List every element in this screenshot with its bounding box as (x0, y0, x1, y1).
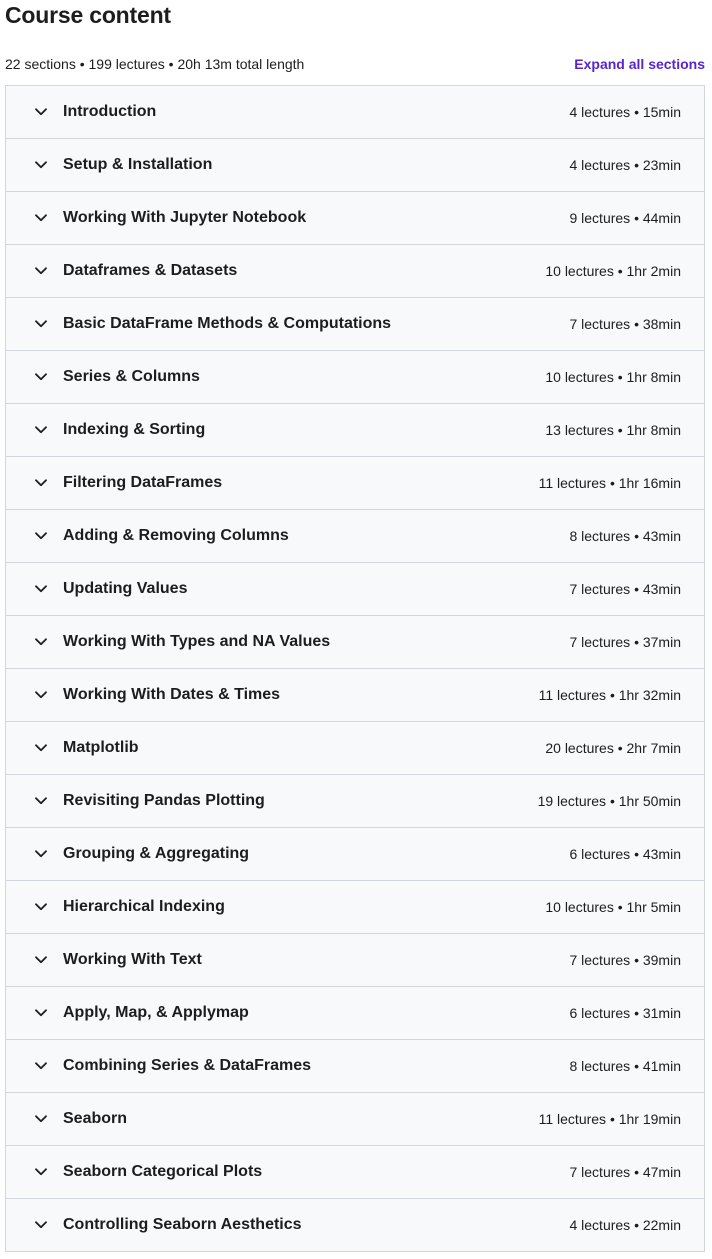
section-meta: 7 lectures • 47min (569, 1164, 681, 1180)
chevron-down-icon (34, 847, 48, 861)
section-meta: 20 lectures • 2hr 7min (545, 740, 681, 756)
section-title: Indexing & Sorting (63, 421, 206, 438)
section-meta: 9 lectures • 44min (569, 210, 681, 226)
section-title: Revisiting Pandas Plotting (63, 792, 265, 809)
chevron-down-icon (34, 794, 48, 808)
course-summary: 22 sections • 199 lectures • 20h 13m total length (5, 56, 305, 72)
section-meta: 13 lectures • 1hr 8min (545, 422, 681, 438)
chevron-down-icon (34, 211, 48, 225)
section-title: Hierarchical Indexing (63, 898, 225, 915)
section-title: Series & Columns (63, 368, 200, 385)
section-title: Combining Series & DataFrames (63, 1057, 312, 1074)
section-header[interactable] (6, 1040, 704, 1093)
section-title: Apply, Map, & Applymap (63, 1004, 249, 1021)
section-title: Working With Types and NA Values (63, 633, 331, 650)
chevron-down-icon (34, 317, 48, 331)
section-title: Working With Dates & Times (63, 686, 281, 703)
section-title: Working With Jupyter Notebook (63, 209, 307, 226)
chevron-down-icon (34, 105, 48, 119)
section-meta: 10 lectures • 1hr 2min (545, 263, 681, 279)
course-summary-row (5, 54, 705, 74)
chevron-down-icon (34, 582, 48, 596)
section-meta: 11 lectures • 1hr 16min (538, 475, 681, 491)
section-header[interactable] (6, 457, 704, 510)
section-title: Adding & Removing Columns (63, 527, 289, 544)
section-header[interactable] (6, 828, 704, 881)
section-meta: 4 lectures • 23min (569, 157, 681, 173)
chevron-down-icon (34, 900, 48, 914)
section-title: Filtering DataFrames (63, 474, 223, 491)
section-header[interactable] (6, 563, 704, 616)
section-header[interactable] (6, 987, 704, 1040)
section-header[interactable] (6, 86, 704, 139)
section-title: Matplotlib (63, 739, 139, 756)
section-meta: 10 lectures • 1hr 5min (545, 899, 681, 915)
section-meta: 7 lectures • 43min (569, 581, 681, 597)
section-meta: 11 lectures • 1hr 19min (538, 1111, 681, 1127)
section-title: Setup & Installation (63, 156, 213, 173)
section-title: Updating Values (63, 580, 188, 597)
section-header[interactable] (6, 245, 704, 298)
chevron-down-icon (34, 1165, 48, 1179)
page-title: Course content (5, 2, 171, 28)
section-title: Controlling Seaborn Aesthetics (63, 1216, 302, 1233)
sections-accordion (5, 85, 705, 1252)
section-header[interactable] (6, 934, 704, 987)
section-title: Working With Text (63, 951, 202, 968)
chevron-down-icon (34, 1006, 48, 1020)
section-header[interactable] (6, 351, 704, 404)
section-header[interactable] (6, 1093, 704, 1146)
section-header[interactable] (6, 669, 704, 722)
section-header[interactable] (6, 139, 704, 192)
chevron-down-icon (34, 476, 48, 490)
section-meta: 7 lectures • 39min (569, 952, 681, 968)
chevron-down-icon (34, 1112, 48, 1126)
chevron-down-icon (34, 741, 48, 755)
chevron-down-icon (34, 1218, 48, 1232)
section-title: Seaborn Categorical Plots (63, 1163, 263, 1180)
section-title: Dataframes & Datasets (63, 262, 238, 279)
section-header[interactable] (6, 616, 704, 669)
section-title: Introduction (63, 103, 157, 120)
section-meta: 4 lectures • 22min (569, 1217, 681, 1233)
section-meta: 7 lectures • 38min (569, 316, 681, 332)
chevron-down-icon (34, 529, 48, 543)
section-header[interactable] (6, 298, 704, 351)
section-header[interactable] (6, 510, 704, 563)
section-header[interactable] (6, 722, 704, 775)
chevron-down-icon (34, 158, 48, 172)
chevron-down-icon (34, 1059, 48, 1073)
section-meta: 6 lectures • 43min (569, 846, 681, 862)
section-header[interactable] (6, 1199, 704, 1252)
section-header[interactable] (6, 404, 704, 457)
chevron-down-icon (34, 953, 48, 967)
chevron-down-icon (34, 423, 48, 437)
section-header[interactable] (6, 881, 704, 934)
section-title: Grouping & Aggregating (63, 845, 250, 862)
chevron-down-icon (34, 688, 48, 702)
section-meta: 8 lectures • 41min (569, 1058, 681, 1074)
section-meta: 4 lectures • 15min (569, 104, 681, 120)
section-meta: 11 lectures • 1hr 32min (538, 687, 681, 703)
section-header[interactable] (6, 775, 704, 828)
chevron-down-icon (34, 635, 48, 649)
chevron-down-icon (34, 264, 48, 278)
section-meta: 7 lectures • 37min (569, 634, 681, 650)
section-header[interactable] (6, 192, 704, 245)
section-meta: 10 lectures • 1hr 8min (545, 369, 681, 385)
section-meta: 6 lectures • 31min (569, 1005, 681, 1021)
expand-all-sections-button[interactable]: Expand all sections (574, 56, 705, 72)
section-meta: 19 lectures • 1hr 50min (537, 793, 681, 809)
section-meta: 8 lectures • 43min (569, 528, 681, 544)
section-title: Seaborn (63, 1110, 128, 1127)
section-title: Basic DataFrame Methods & Computations (63, 315, 392, 332)
section-header[interactable] (6, 1146, 704, 1199)
chevron-down-icon (34, 370, 48, 384)
